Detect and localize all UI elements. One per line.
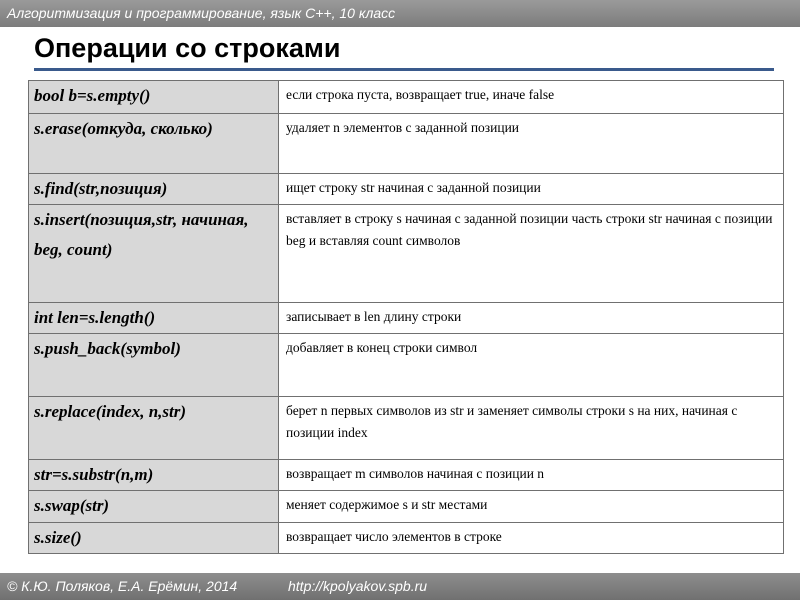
table-row [29,491,784,523]
operation-cell: s.find(str,позиция) [29,174,279,205]
header-bar [0,0,800,27]
operation-cell: s.size() [29,523,279,554]
table-row [29,205,784,303]
footer-url: http://kpolyakov.spb.ru [288,578,428,594]
operation-cell: str=s.substr(n,m) [29,460,279,491]
table-row [29,523,784,554]
operation-cell: s.swap(str) [29,491,279,523]
operation-cell: s.push_back(symbol) [29,334,279,397]
table-row [29,303,784,334]
description-cell: если строка пуста, возвращает true, иначе false [279,81,784,114]
operation-cell: bool b=s.empty() [29,81,279,114]
footer-bar [0,573,800,600]
operation-cell: s.erase(откуда, сколько) [29,114,279,174]
table-row [29,334,784,397]
table-row [29,174,784,205]
description-cell: возвращает m символов начиная с позиции n [279,460,784,491]
string-operations-table [28,80,784,554]
slide-title: Операции со строками [34,33,341,63]
description-cell: берет n первых символов из str и заменяет символы строки s на них, начиная с позиции index [279,397,784,460]
description-cell: вставляет в строку s начиная с заданной позиции часть строки str начиная с позиции beg и вставляя count символов [279,205,784,303]
operation-cell: int len=s.length() [29,303,279,334]
table-row [29,114,784,174]
operation-cell: s.insert(позиция,str, начиная, beg, count) [29,205,279,303]
table-row [29,460,784,491]
description-cell: удаляет n элементов с заданной позиции [279,114,784,174]
description-cell: ищет строку str начиная с заданной позиции [279,174,784,205]
description-cell: добавляет в конец строки символ [279,334,784,397]
footer-copyright: © К.Ю. Поляков, Е.А. Ерёмин, 2014 [7,578,238,594]
table-row [29,397,784,460]
description-cell: возвращает число элементов в строке [279,523,784,554]
table-row [29,81,784,114]
title-underline [34,68,774,71]
description-cell: меняет содержимое s и str местами [279,491,784,523]
description-cell: записывает в len длину строки [279,303,784,334]
operation-cell: s.replace(index, n,str) [29,397,279,460]
course-title: Алгоритмизация и программирование, язык С++, 10 класс [7,5,396,21]
